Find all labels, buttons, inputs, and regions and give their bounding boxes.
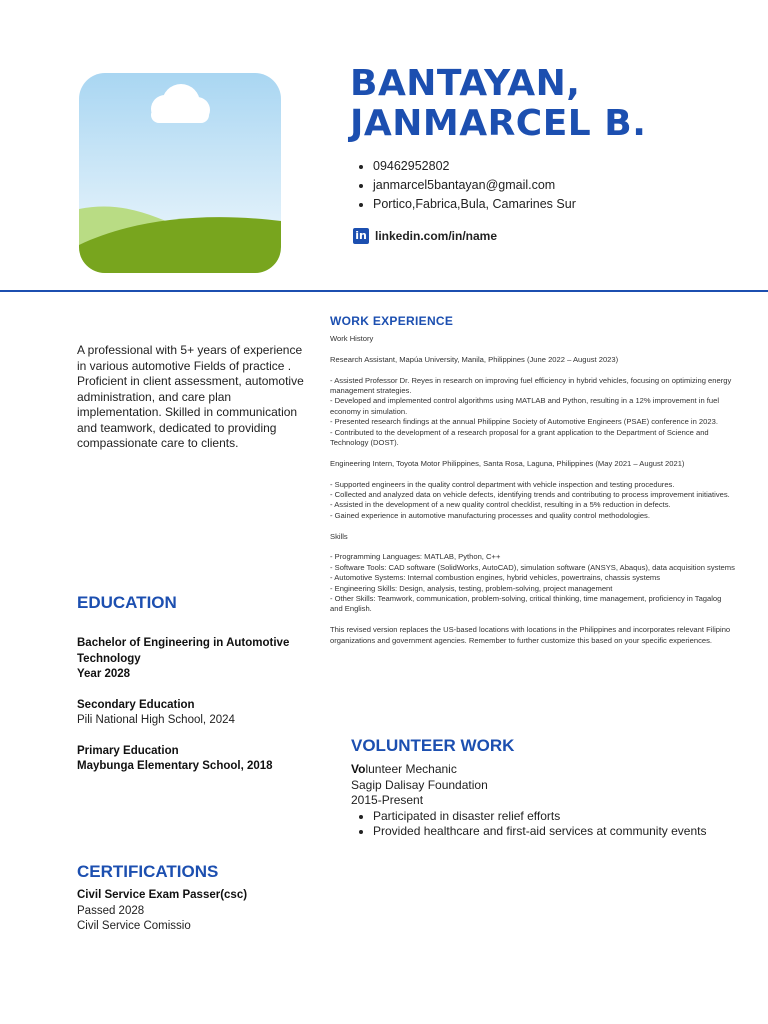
secondary-education-label: Secondary Education	[77, 698, 195, 711]
certifications-section	[77, 888, 247, 935]
job-2-duty: - Assisted in the development of a new quality control checklist, resulting in a 5% reduction in defects.	[330, 500, 671, 510]
degree-name: Bachelor of Engineering in Automotive Technology	[77, 637, 290, 665]
volunteer-role-rest: lunteer Mechanic	[365, 762, 457, 776]
header-divider	[0, 290, 768, 292]
home-address: • Portico,Fabrica,Bula, Camarines Sur	[373, 195, 576, 214]
phone-number: • 09462952802	[373, 157, 576, 176]
email-address: • janmarcel5bantayan@gmail.com	[373, 176, 576, 195]
skill-line: - Other Skills: Teamwork, communication, problem-solving, critical thinking, time management, proficiency in Tagalog and English.	[330, 594, 722, 614]
name-line-2: JANMARCEL B.	[350, 103, 647, 144]
skill-line: - Automotive Systems: Internal combustion engines, hybrid vehicles, powertrains, chassis systems	[330, 573, 661, 583]
work-history-label: Work History	[330, 334, 374, 343]
revision-note: This revised version replaces the US-based locations with locations in the Philippines and incorporates relevant Filipino organizations and government agencies. Remember to further customize this based on your specific experiences.	[330, 625, 731, 645]
volunteer-duty: • Participated in disaster relief efforts	[373, 809, 711, 825]
linkedin-icon: in	[353, 228, 369, 244]
landscape-placeholder-icon	[79, 73, 281, 273]
contact-list	[354, 157, 576, 214]
name-line-1: BANTAYAN,	[350, 63, 581, 104]
primary-education-label: Primary Education	[77, 744, 179, 757]
volunteer-role-bold: Vo	[351, 762, 366, 776]
job-1-heading: Research Assistant, Mapúa University, Manila, Philippines (June 2022 – August 2023)	[330, 354, 619, 364]
job-1-duty: - Developed and implemented control algorithms using MATLAB and Python, resulting in a 12% improvement in fuel economy in simulation.	[330, 396, 720, 416]
certification-name: Civil Service Exam Passer(csc)	[77, 889, 248, 901]
volunteer-duty: • Provided healthcare and first-aid services at community events	[373, 824, 711, 840]
education-heading: EDUCATION	[77, 593, 177, 612]
job-1-duty: - Presented research findings at the annual Philippine Society of Automotive Engineers (PSAE) conference in 2023.	[330, 417, 718, 427]
linkedin-url: linkedin.com/in/name	[375, 229, 498, 243]
profile-photo	[79, 73, 281, 273]
education-section	[77, 636, 317, 790]
primary-school: Maybunga Elementary School, 2018	[77, 760, 273, 772]
degree-year: Year 2028	[77, 668, 131, 680]
job-2-duty: - Collected and analyzed data on vehicle defects, identifying trends and contributing to process improvement initiatives.	[330, 490, 730, 500]
skill-line: - Engineering Skills: Design, analysis, testing, problem-solving, project management	[330, 583, 613, 593]
job-2-heading: Engineering Intern, Toyota Motor Philippines, Santa Rosa, Laguna, Philippines (May 2021 – August 2021)	[330, 458, 685, 468]
work-experience-heading: WORK EXPERIENCE	[330, 314, 454, 328]
certification-status: Passed 2028	[77, 904, 145, 917]
volunteer-heading: VOLUNTEER WORK	[351, 736, 515, 755]
volunteer-role	[351, 762, 711, 778]
secondary-school: Pili National High School, 2024	[77, 714, 235, 726]
volunteer-organization: Sagip Dalisay Foundation	[351, 777, 488, 792]
skill-line: - Software Tools: CAD software (SolidWorks, AutoCAD), simulation software (ANSYS, Abaqus), data acquisition systems	[330, 562, 735, 572]
job-1-duty: - Assisted Professor Dr. Reyes in research on improving fuel efficiency in hybrid vehicles, focusing on optimizing energy management strategies.	[330, 375, 732, 395]
job-1-duty: - Contributed to the development of a research proposal for a grant application to the Department of Science and Technology (DOST).	[330, 427, 709, 448]
work-experience-body	[330, 334, 735, 646]
volunteer-duties	[351, 809, 711, 840]
job-2-duty: - Gained experience in automotive manufacturing processes and quality control methodologies.	[330, 510, 650, 520]
linkedin-link[interactable]	[353, 228, 497, 244]
skills-label: Skills	[330, 531, 348, 541]
job-2-duty: - Supported engineers in the quality control department with vehicle inspection and testing procedures.	[330, 479, 675, 489]
volunteer-section	[351, 762, 711, 840]
skill-line: - Programming Languages: MATLAB, Python, C++	[330, 552, 501, 562]
volunteer-period: 2015-Present	[351, 793, 424, 807]
certifications-heading: CERTIFICATIONS	[77, 862, 219, 881]
certification-issuer: Civil Service Comissio	[77, 920, 191, 932]
candidate-name	[350, 64, 646, 144]
profile-summary: A professional with 5+ years of experience in various automotive Fields of practice . Proficient in client assessment, automotive administration, and care plan implementation. Skilled in communication and teamwork, dedicated to providing compassionate care to clients.	[77, 343, 304, 450]
